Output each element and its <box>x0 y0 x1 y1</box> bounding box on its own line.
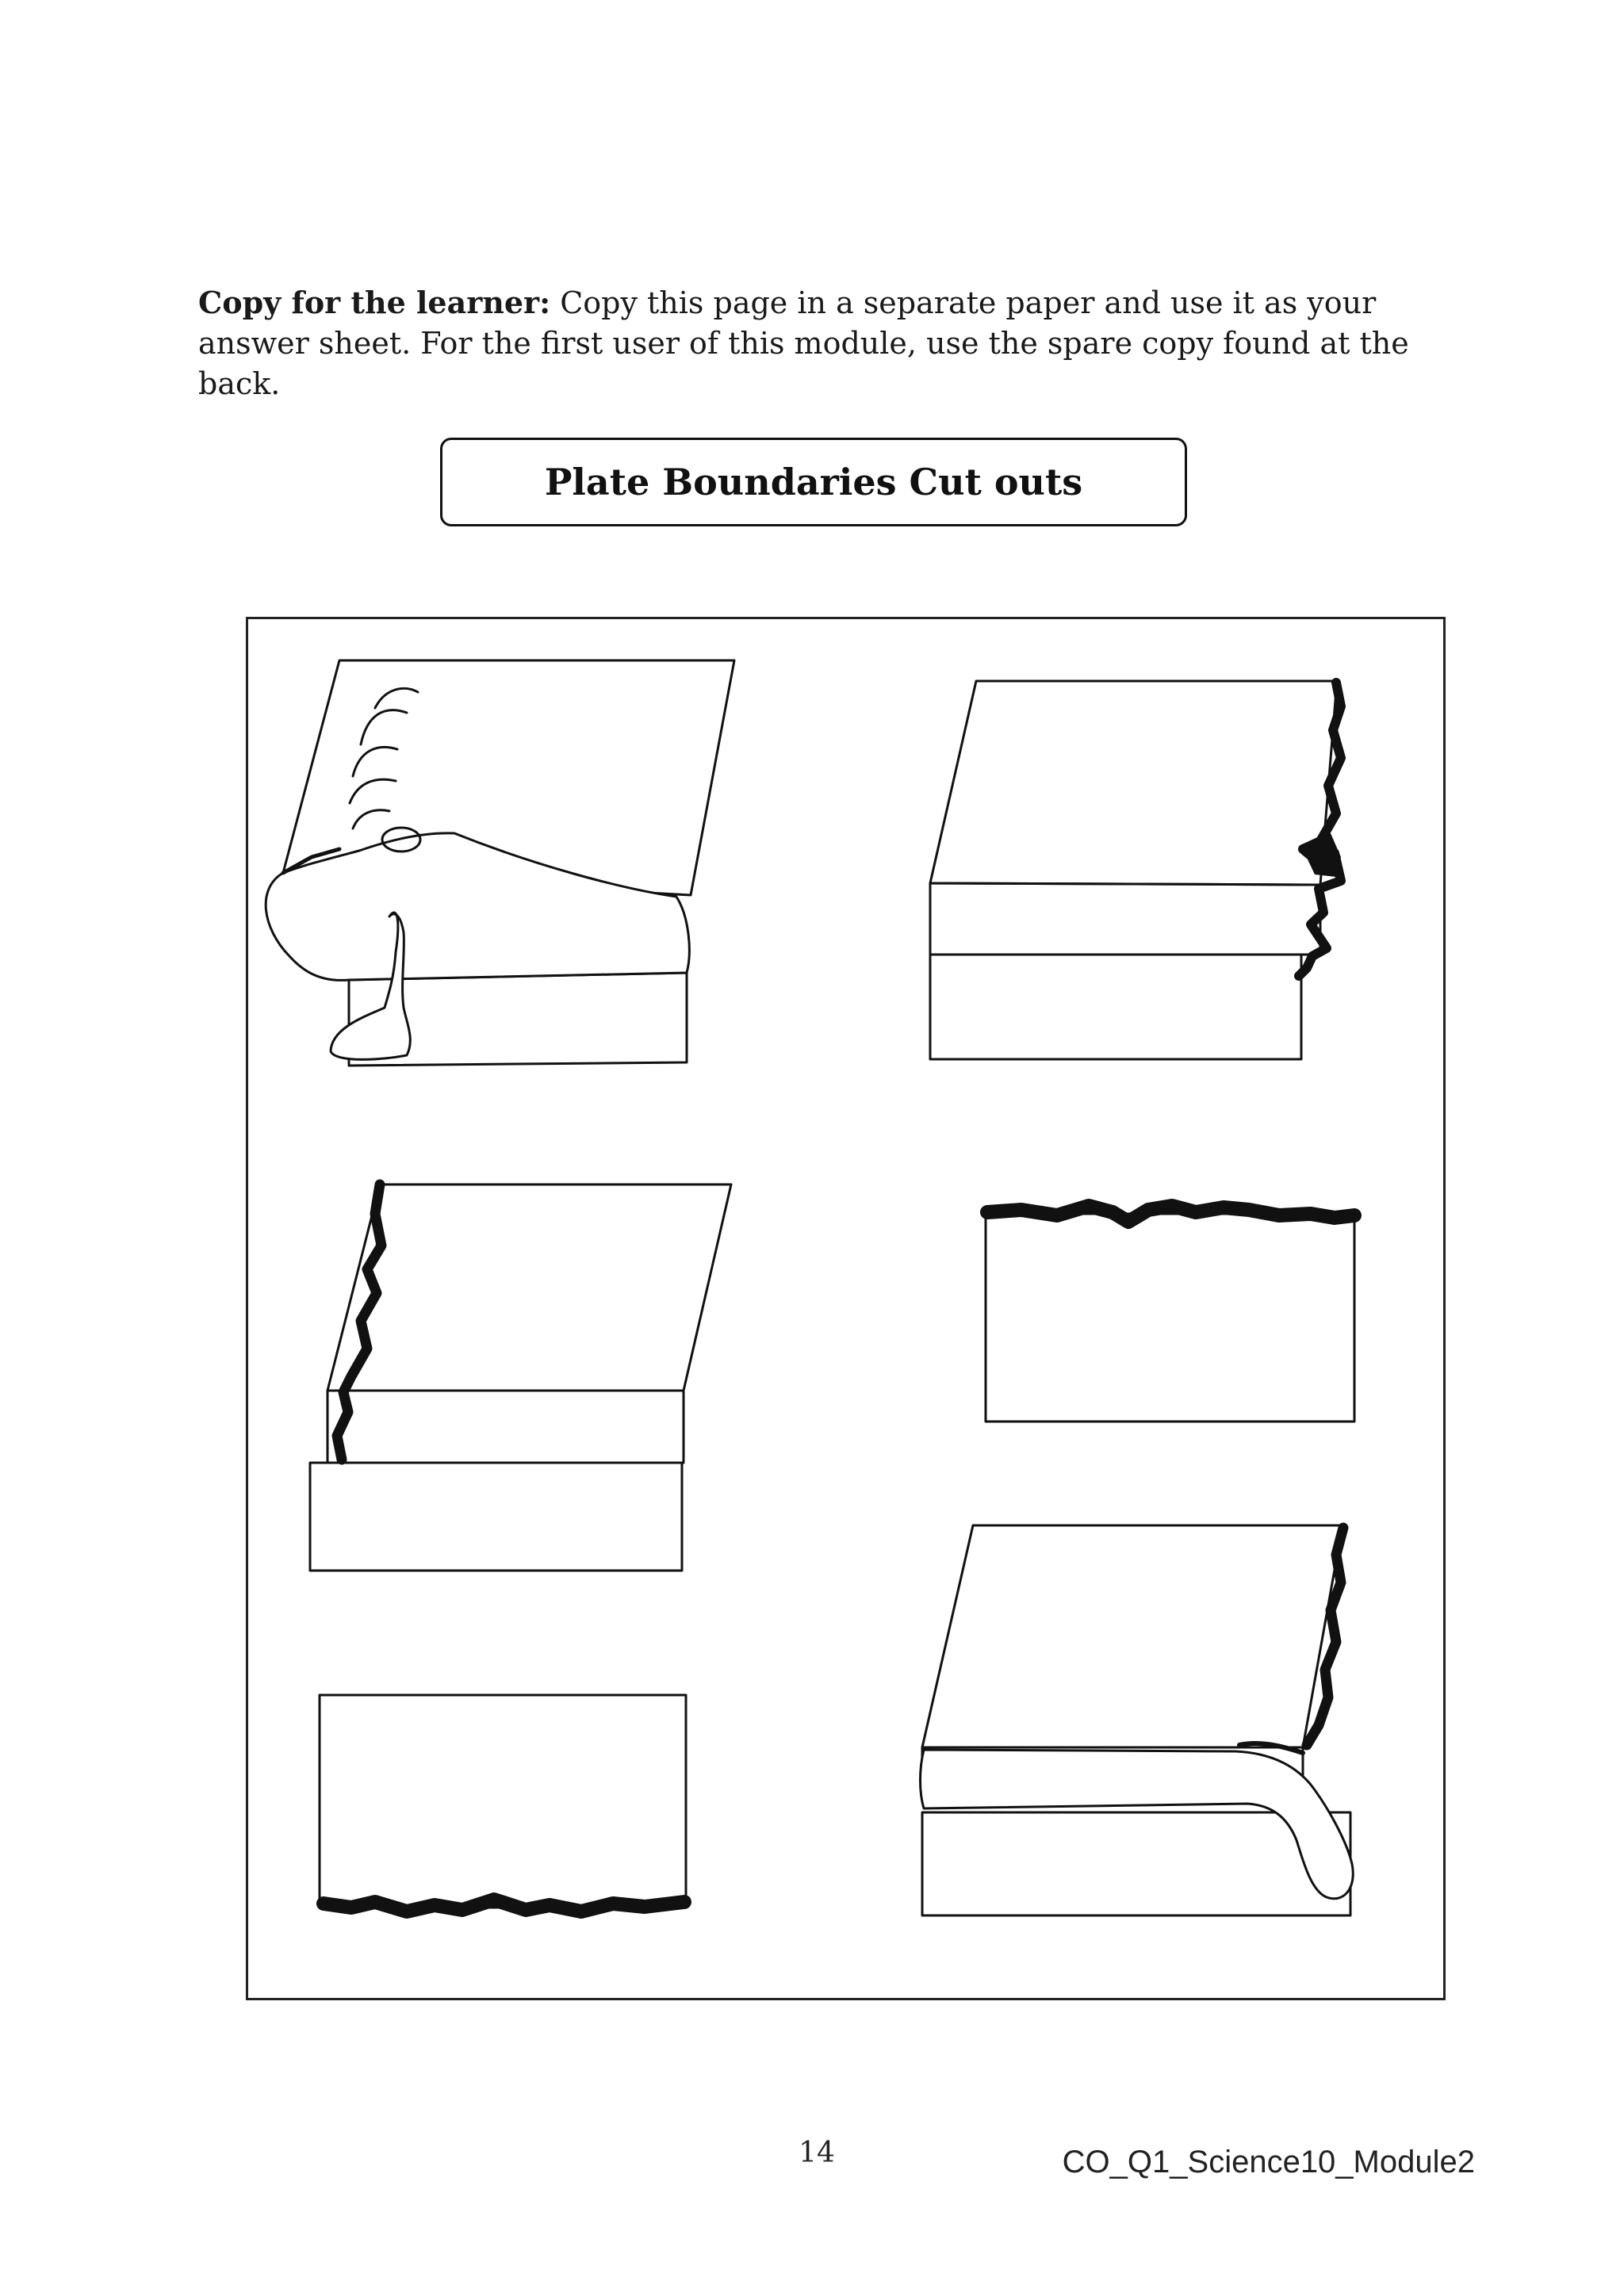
jagged-bottom-edge <box>324 1900 684 1911</box>
jagged-fault-edge <box>1307 1528 1343 1745</box>
cutout-rectangle-jagged-bottom <box>320 1695 686 1911</box>
cutout-subduction-block <box>921 1525 1354 1915</box>
cutout-rectangle-jagged-top <box>986 1206 1354 1422</box>
upper-front-face <box>327 1391 684 1463</box>
cutout-frame <box>246 617 1446 2000</box>
block-rectangle <box>320 1695 686 1908</box>
instructions-label: Copy for the learner: <box>198 285 551 320</box>
lower-block <box>922 1812 1350 1915</box>
upper-top-face <box>327 1184 731 1391</box>
module-code: CO_Q1_Science10_Module2 <box>1062 2145 1475 2179</box>
instructions-text: Copy this page in a separate paper and use it as your answer sheet. For the first user of this module, use the spare copy found at the back. <box>198 285 1409 401</box>
cutout-fault-block-right-jagged <box>930 681 1341 1059</box>
smoke-arc-3 <box>350 779 396 803</box>
block-rectangle <box>986 1214 1354 1422</box>
smoke-arc-2 <box>353 747 397 776</box>
magma-layer <box>266 833 689 981</box>
upper-top-face <box>930 681 1337 885</box>
smoke-arc-1 <box>361 710 407 744</box>
smoke-arc-4 <box>353 810 389 828</box>
smoke-arc-5 <box>375 688 418 708</box>
jagged-fault-edge <box>337 1184 381 1460</box>
title-box <box>440 438 1187 526</box>
cutouts-drawing <box>248 619 1443 1998</box>
upper-front-face <box>930 883 1320 955</box>
page-number: 14 <box>799 2137 835 2169</box>
instructions-paragraph <box>198 282 1435 404</box>
cutout-fault-block-left-jagged <box>310 1184 731 1571</box>
lower-block <box>930 955 1301 1059</box>
upper-top-face <box>922 1525 1342 1747</box>
fault-dark-mass <box>1303 833 1341 877</box>
cutout-convergent-block-with-volcano <box>266 660 734 1066</box>
jagged-fault-edge <box>1299 683 1341 976</box>
page-title: Plate Boundaries Cut outs <box>544 461 1083 503</box>
bent-subducting-plate <box>921 1750 1354 1899</box>
lower-block <box>310 1463 682 1571</box>
